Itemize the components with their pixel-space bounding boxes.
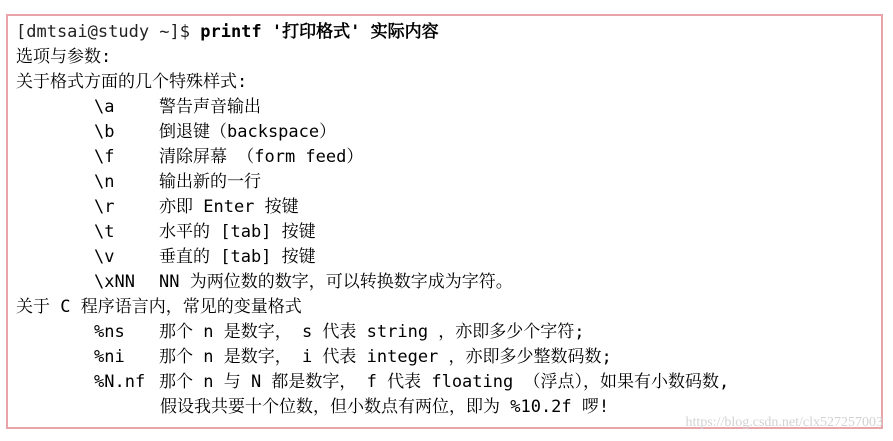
escape-code: \t xyxy=(94,222,115,242)
format-row xyxy=(94,345,612,370)
escape-heading: 关于格式方面的几个特殊样式: xyxy=(16,72,248,92)
escape-row xyxy=(94,270,513,295)
format-row xyxy=(94,320,585,345)
escape-desc: 清除屏幕 （form feed） xyxy=(159,147,364,167)
escape-row xyxy=(94,145,363,170)
format-code: %ns xyxy=(94,322,125,342)
escape-desc: 垂直的 [tab] 按键 xyxy=(159,247,316,267)
command-line xyxy=(16,20,439,45)
escape-desc: 输出新的一行 xyxy=(159,172,261,192)
command-text: printf '打印格式' 实际内容 xyxy=(200,22,439,42)
escape-row xyxy=(94,195,299,220)
format-desc: 那个 n 是数字， i 代表 integer ，亦即多少整数码数; xyxy=(159,347,612,367)
format-heading: 关于 C 程序语言内，常见的变量格式 xyxy=(16,297,302,317)
options-heading: 选项与参数: xyxy=(16,47,112,67)
escape-desc: 亦即 Enter 按键 xyxy=(159,197,299,217)
escape-row xyxy=(94,170,261,195)
escape-code: \r xyxy=(94,197,115,217)
escape-code: \v xyxy=(94,247,115,267)
escape-row xyxy=(94,245,316,270)
escape-desc: 倒退键（backspace） xyxy=(159,122,337,142)
shell-prompt: [dmtsai@study ~]$ xyxy=(16,22,201,42)
format-continuation: 假设我共要十个位数，但小数点有两位，即为 %10.2f 啰! xyxy=(160,397,610,417)
watermark-text: https://blog.csdn.net/clx527257003 xyxy=(685,415,883,430)
escape-desc: 警告声音输出 xyxy=(159,97,261,117)
format-desc: 那个 n 与 N 都是数字， f 代表 floating （浮点），如果有小数码数, xyxy=(159,372,730,392)
escape-desc: 水平的 [tab] 按键 xyxy=(159,222,316,242)
escape-code: \xNN xyxy=(94,272,135,292)
escape-code: \a xyxy=(94,97,115,117)
escape-row xyxy=(94,220,316,245)
escape-desc: NN 为两位数的数字，可以转换数字成为字符。 xyxy=(159,272,513,292)
escape-code: \n xyxy=(94,172,115,192)
escape-row xyxy=(94,120,336,145)
format-code: %N.nf xyxy=(94,372,146,392)
escape-row xyxy=(94,95,261,120)
escape-code: \f xyxy=(94,147,115,167)
format-row xyxy=(94,370,729,395)
format-code: %ni xyxy=(94,347,125,367)
format-desc: 那个 n 是数字， s 代表 string ，亦即多少个字符; xyxy=(159,322,585,342)
escape-code: \b xyxy=(94,122,115,142)
